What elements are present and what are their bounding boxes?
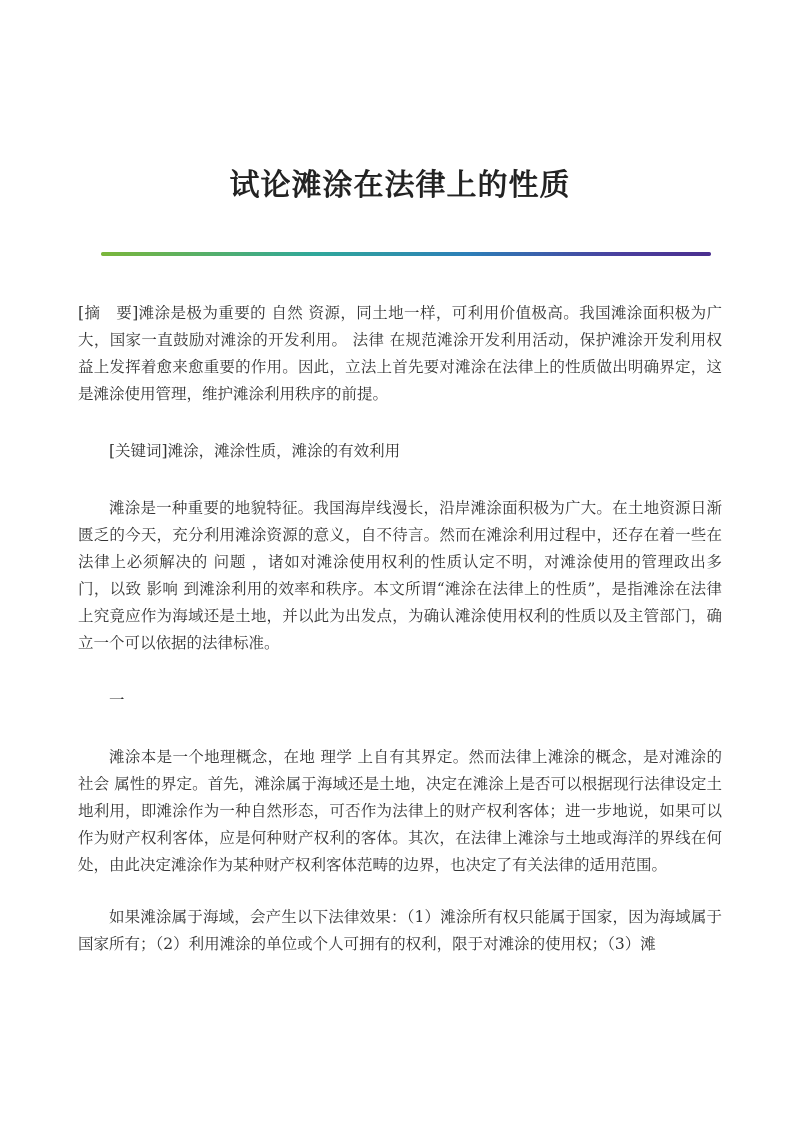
document-title: 试论滩涂在法律上的性质 [229, 168, 571, 203]
section-paragraph: 滩涂本是一个地理概念，在地 理学 上自有其界定。然而法律上滩涂的概念，是对滩涂的 社会 属性的界定。首先，滩涂属于海域还是土地，决定在滩涂上是否可以根据现行法律设定土地利用，即滩涂作为一种自然形态，可否作为法律上的财产权利客体；进一步地说，如果可以作为财产权利客体，应是何种财产权利的客体。其次，在法律上滩涂与土地或海洋的界线在何处，由此决定滩涂作为某种财产权利客体范畴的边界，也决定了有关法律的适用范围。 [78, 748, 722, 874]
title-divider [101, 252, 711, 256]
keywords-paragraph: [关键词]滩涂，滩涂性质，滩涂的有效利用 [109, 442, 401, 460]
intro-paragraph: 滩涂是一种重要的地貌特征。我国海岸线漫长，沿岸滩涂面积极为广大。在土地资源日渐匮乏的今天，充分利用滩涂资源的意义，自不待言。然而在滩涂利用过程中，还存在着一些在法律上必须解决的 问题 ，诸如对滩涂使用权利的性质认定不明，对滩涂使用的管理政出多门，以致 影响 到滩涂利用的效率和秩序。本文所谓“滩涂在法律上的性质”，是指滩涂在法律上究竟应作为海域还是土地，并以此为出发点，为确认滩涂使用权利的性质以及主管部门，确立一个可以依据的法律标准。 [78, 499, 722, 652]
section-number: 一 [109, 691, 125, 709]
document-body [78, 300, 722, 958]
abstract-paragraph: [摘 要]滩涂是极为重要的 自然 资源，同土地一样，可利用价值极高。我国滩涂面积极为广大，国家一直鼓励对滩涂的开发利用。 法律 在规范滩涂开发利用活动，保护滩涂开发利用权益上发挥着愈来愈重要的作用。因此，立法上首先要对滩涂在法律上的性质做出明确界定，这是滩涂使用管理，维护滩涂利用秩序的前提。 [78, 304, 722, 403]
section-paragraph: 如果滩涂属于海域，会产生以下法律效果：（1）滩涂所有权只能属于国家，因为海域属于国家所有；（2）利用滩涂的单位或个人可拥有的权利，限于对滩涂的使用权；（3）滩 [78, 908, 722, 953]
